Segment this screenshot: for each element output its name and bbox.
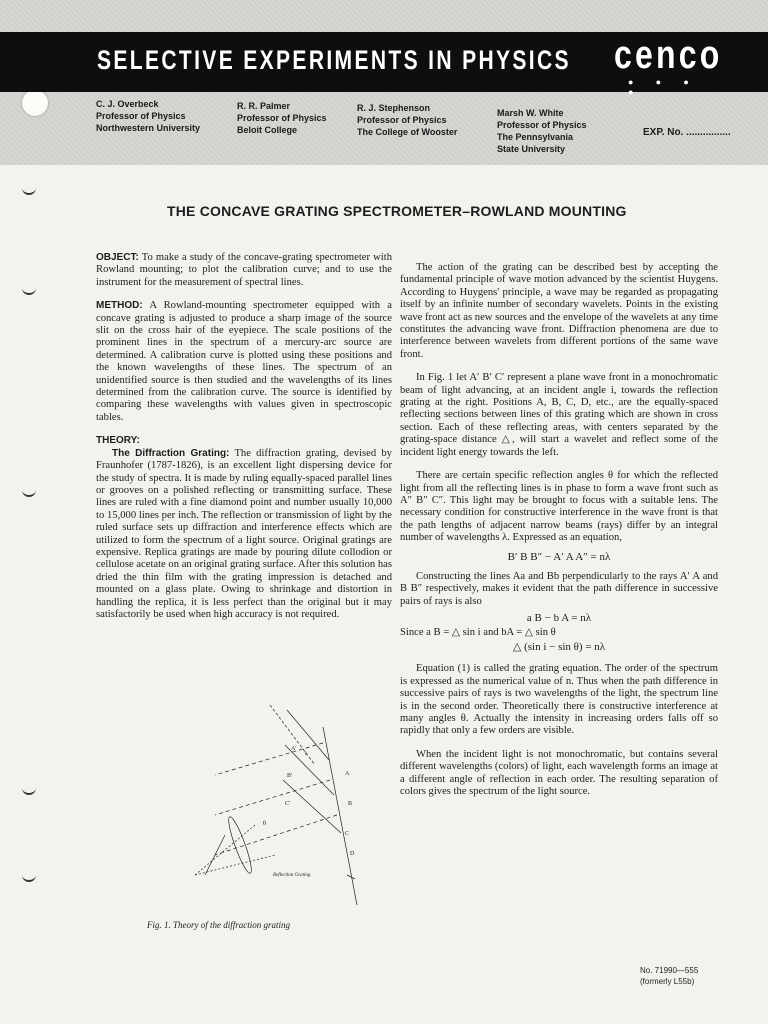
label-b-prime: B' xyxy=(287,773,293,779)
focus-ray xyxy=(195,825,255,875)
equation-ab: a B − b A = nλ xyxy=(526,612,592,625)
cenco-logo xyxy=(600,33,723,97)
equation-since: Since a B = △ sin i and bA = △ sin θ xyxy=(400,626,556,638)
object-paragraph xyxy=(96,252,392,289)
author-2: R. R. Palmer Professor of Physics Beloit College xyxy=(237,101,327,135)
author-4: Marsh W. White Professor of Physics The Pennsylvania State University xyxy=(497,108,587,154)
label-a-prime: A' xyxy=(291,746,297,752)
diffraction-grating-figure xyxy=(195,705,380,915)
reflected-ray xyxy=(215,815,337,855)
binder-hole xyxy=(22,872,36,882)
label-theta: θ xyxy=(263,821,266,827)
paragraph-reflection-angles: There are certain specific reflection angles θ for which the reflected light from all the reflecting lines is in phase to form a wave front such as A″ B″ C″. This light may be brought to focus with a suitable lens. The necessary condition for constructive interference in the wave front is that the path lengths of adjacent narrow beams (rays) differ by an integral number of wavelengths λ. Expressed as an equation, xyxy=(400,470,718,544)
binder-hole xyxy=(22,185,36,195)
banner-title: SELECTIVE EXPERIMENTS IN PHYSICS xyxy=(97,45,571,75)
grating-label: Reflection Grating xyxy=(273,873,311,878)
author-1: C. J. Overbeck Professor of Physics Northwestern University xyxy=(96,99,201,133)
punch-hole xyxy=(22,90,48,116)
object-label: OBJECT: xyxy=(96,252,139,263)
reflected-ray xyxy=(215,780,330,815)
figure-caption: Fig. 1. Theory of the diffraction grating xyxy=(147,920,290,930)
focus-ray xyxy=(195,855,275,875)
label-a: A xyxy=(345,771,350,777)
author-3: R. J. Stephenson Professor of Physics The College of Wooster xyxy=(357,103,458,137)
method-text: A Rowland-mounting spectrometer equipped with a concave grating is adjusted to produce a sharp image of the source slit on the cross hair of the eyepiece. The scale positions of the prominent lines in the spectrum of a mercury-arc source are determined. A calibration curve is plotted using these positions and the known wavelengths of these lines. The spectrum of an unidentified source is then studied and the wavelengths of its lines determined from the calibration curve. The source is identified by comparing these wavelengths with values given in spectroscopic tables. xyxy=(96,300,392,423)
equation-path-difference: B′ B B″ − A′ A A″ = nλ xyxy=(507,550,611,563)
binder-hole xyxy=(22,285,36,295)
theory-heading: THEORY: xyxy=(96,435,140,447)
logo-dots: ● ● ● ● xyxy=(628,77,699,97)
reflected-ray xyxy=(215,743,323,775)
paragraph-huygens: The action of the grating can be described best by accepting the fundamental principle of wave motion advanced by the scientist Huygens. According to Huygens' principle, a wave may be regarded as propagating itself by an infinite number of secondary wavelets. Points in the existing wave front act as new sources and the envelope of the wavelets at any time constitutes the advancing wave front. Diffraction phenomena are due to interference between wavelets from different portions of the same wave front. xyxy=(400,262,718,360)
incident-ray xyxy=(285,745,334,795)
label-b: B xyxy=(348,801,353,807)
paragraph-fig1: In Fig. 1 let A′ B′ C′ represent a plane wave front in a monochromatic beam of light advancing, at an incident angle i, towards the reflection grating at the right. Positions A, B, C, D, etc., are the equally-spaced reflecting sections between lines of this grating which are shown in cross section. Each of these reflecting areas, with centers separated by the grating-space distance △, will start a wavelet and reflect some of the incident light energy towards the left. xyxy=(400,372,718,458)
lens xyxy=(225,815,255,875)
right-column xyxy=(400,262,718,809)
left-column xyxy=(96,252,392,632)
incident-ray xyxy=(283,780,341,833)
logo-text: cenco xyxy=(614,33,723,77)
paragraph-polychromatic: When the incident light is not monochromatic, but contains several different wavelengths (colors) of light, each wavelength forms an image at a different angle of reflection in each order. The resulting separation of colors gives the spectrum of the light source. xyxy=(400,748,718,798)
method-label: METHOD: xyxy=(96,300,143,312)
paragraph-constructing: Constructing the lines Aa and Bb perpendicularly to the rays A′ A and B B″ respectively, makes it evident that the path difference in successive pairs of rays is also xyxy=(400,570,718,607)
paragraph-grating-equation: Equation (1) is called the grating equation. The order of the spectrum is expressed as the numerical value of n. Thus when the path difference in successive pairs of rays is two wavelengths of the light, the spectrum line is in the second order. Theoretically there is constructive interference at many angles θ. Actually the intensity in increasing orders falls off so rapidly that only a few orders are visible. xyxy=(400,663,718,737)
focus-line xyxy=(205,835,225,875)
binder-hole xyxy=(22,785,36,795)
label-c: C xyxy=(345,831,350,837)
exp-number-label: EXP. No. ................ xyxy=(643,127,731,138)
equation-grating: △ (sin i − sin θ) = nλ xyxy=(512,640,606,653)
label-i: i xyxy=(305,751,307,757)
grating-label-pointer xyxy=(347,875,355,879)
grating-paragraph xyxy=(96,448,392,622)
incident-ray xyxy=(287,710,329,760)
object-text: To make a study of the concave-grating spectrometer with Rowland mounting; to plot the calibration curve; and to use the instrument for the measurement of spectral lines. xyxy=(96,252,392,288)
label-d: D xyxy=(350,851,355,857)
grating-text: The diffraction grating, devised by Fraunhofer (1787-1826), is an excellent light dispersing device for the study of spectra. It is made by ruling equally-spaced parallel lines or grooves on a polished reflecting or transmitting surface. These lines are ruled with a fine diamond point and number usually 10,000 to 15,000 lines per inch. The reflection or transmission of light by the ruled surface sets up diffraction and interference effects which are utilized to form the spectrum of a light source. Original gratings are expensive. Replica gratings are made by pouring dilute collodion or cellulose acetate on an original grating surface. After this solution has dried the thin film with the grating impression is detached and mounted on a glass plate. Owing to shrinkage and distortion in handling the replica, it is less perfect than the original but it may satisfactorily be used when high accuracy is not required. xyxy=(96,447,392,620)
grating-surface xyxy=(323,727,357,905)
document-title: THE CONCAVE GRATING SPECTROMETER–ROWLAND MOUNTING xyxy=(167,203,627,219)
catalog-number: No. 71990—555 (formerly L55b) xyxy=(640,966,699,986)
binder-hole xyxy=(22,487,36,497)
title-banner xyxy=(0,32,768,97)
label-c-prime: C' xyxy=(285,801,291,807)
method-paragraph xyxy=(96,300,392,424)
grating-label: The Diffraction Grating: xyxy=(112,447,230,459)
